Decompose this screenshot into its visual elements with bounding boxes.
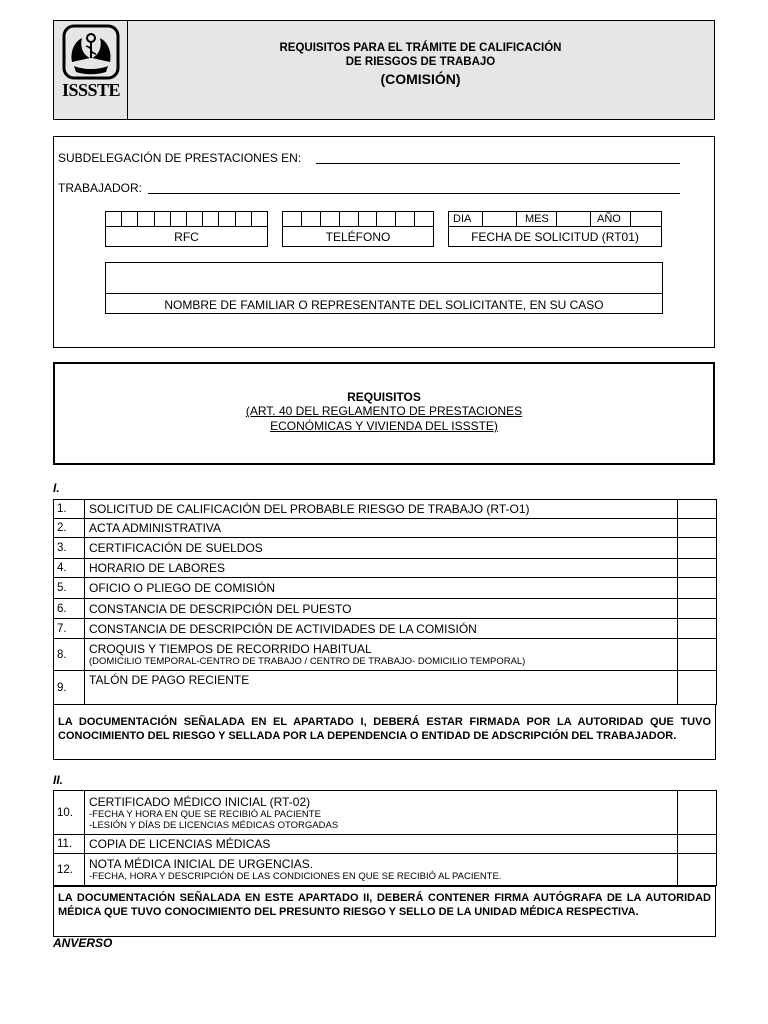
item-checkbox[interactable] xyxy=(678,619,717,639)
item-text: CONSTANCIA DE DESCRIPCIÓN DEL PUESTO xyxy=(85,599,678,619)
item-number: 5. xyxy=(54,578,85,599)
title-line-2: DE RIESGOS DE TRABAJO xyxy=(345,56,496,68)
item-number: 11. xyxy=(54,835,85,854)
item-checkbox[interactable] xyxy=(678,538,717,559)
table-row xyxy=(54,854,717,886)
form-subtitle: (COMISIÓN) xyxy=(380,71,461,87)
item-number: 7. xyxy=(54,619,85,639)
item-text: NOTA MÉDICA INICIAL DE URGENCIAS. xyxy=(89,857,314,871)
item-number: 8. xyxy=(54,639,85,671)
item-text: CERTIFICACIÓN DE SUELDOS xyxy=(85,538,678,559)
item-text: TALÓN DE PAGO RECIENTE xyxy=(85,671,678,705)
section-2-note: LA DOCUMENTACIÓN SEÑALADA EN ESTE APARTADO II, DEBERÁ CONTENER FIRMA AUTÓGRAFA DE LA AUTORIDAD MÉDICA QUE TUVO CONOCIMIENTO DEL PRESUNTO RIESGO Y SELLO DE LA UNIDAD MÉDICA RESPECTIVA. xyxy=(53,886,716,937)
table-row xyxy=(54,500,717,519)
item-text: HORARIO DE LABORES xyxy=(85,559,678,578)
item-checkbox[interactable] xyxy=(678,599,717,619)
item-text-cell xyxy=(85,854,678,886)
item-number: 10. xyxy=(54,791,85,835)
fecha-date-boxes[interactable] xyxy=(448,211,662,227)
requisitos-subtitle-2: ECONÓMICAS Y VIVIENDA DEL ISSSTE) xyxy=(270,419,498,433)
item-checkbox[interactable] xyxy=(678,854,717,886)
table-row xyxy=(54,519,717,538)
item-subtext: -FECHA Y HORA EN QUE SE RECIBIÓ AL PACIENTE xyxy=(89,808,321,820)
fecha-label: FECHA DE SOLICITUD (RT01) xyxy=(448,227,662,247)
rfc-digit-boxes[interactable] xyxy=(105,211,268,227)
item-text: ACTA ADMINISTRATIVA xyxy=(85,519,678,538)
item-subtext: -FECHA, HORA Y DESCRIPCIÓN DE LAS CONDICIONES EN QUE SE RECIBIÓ AL PACIENTE. xyxy=(89,871,502,882)
trabajador-field[interactable] xyxy=(148,193,680,194)
item-checkbox[interactable] xyxy=(678,671,717,705)
form-title xyxy=(128,41,713,69)
table-row xyxy=(54,578,717,599)
table-row xyxy=(54,671,717,705)
item-checkbox[interactable] xyxy=(678,791,717,835)
title-line-1: REQUISITOS PARA EL TRÁMITE DE CALIFICACIÓN xyxy=(279,42,562,54)
requisitos-title: REQUISITOS xyxy=(347,390,421,404)
requisitos-subtitle-1: (ART. 40 DEL REGLAMENTO DE PRESTACIONES xyxy=(245,404,523,418)
requisitos-box xyxy=(53,362,715,465)
item-number: 12. xyxy=(54,854,85,886)
item-subtext: (DOMICILIO TEMPORAL-CENTRO DE TRABAJO / CENTRO DE TRABAJO- DOMICILIO TEMPORAL) xyxy=(89,656,526,667)
dia-label: DIA xyxy=(449,212,483,226)
telefono-label: TELÉFONO xyxy=(282,227,434,247)
item-checkbox[interactable] xyxy=(678,578,717,599)
table-row xyxy=(54,599,717,619)
section-1-table xyxy=(53,499,717,705)
page-side-label: ANVERSO xyxy=(53,936,113,950)
item-checkbox[interactable] xyxy=(678,559,717,578)
section-2-table xyxy=(53,790,717,886)
item-checkbox[interactable] xyxy=(678,835,717,854)
item-number: 3. xyxy=(54,538,85,559)
item-checkbox[interactable] xyxy=(678,519,717,538)
section-2-label: II. xyxy=(53,773,64,787)
item-number: 9. xyxy=(54,671,85,705)
item-text-cell xyxy=(85,791,678,835)
section-1-note: LA DOCUMENTACIÓN SEÑALADA EN EL APARTADO I, DEBERÁ ESTAR FIRMADA POR LA AUTORIDAD QUE TUVO CONOCIMIENTO DEL RIESGO Y SELLADA POR LA DEPENDENCIA O ENTIDAD DE ADSCRIPCIÓN DEL TRABAJADOR. xyxy=(53,704,716,760)
subdelegacion-label: SUBDELEGACIÓN DE PRESTACIONES EN: xyxy=(58,151,302,165)
item-text: OFICIO O PLIEGO DE COMISIÓN xyxy=(85,578,678,599)
item-text: CONSTANCIA DE DESCRIPCIÓN DE ACTIVIDADES DE LA COMISIÓN xyxy=(85,619,678,639)
item-text: CERTIFICADO MÉDICO INICIAL (RT-02) xyxy=(89,794,311,809)
table-row xyxy=(54,835,717,854)
item-text-cell xyxy=(85,639,678,671)
subdelegacion-field[interactable] xyxy=(316,163,680,164)
table-row xyxy=(54,619,717,639)
header-box xyxy=(53,20,715,120)
logo-text: ISSSTE xyxy=(61,80,121,100)
table-row xyxy=(54,559,717,578)
mes-label: MES xyxy=(517,212,557,226)
representante-label: NOMBRE DE FAMILIAR O REPRESENTANTE DEL SOLICITANTE, EN SU CASO xyxy=(105,293,663,314)
item-number: 4. xyxy=(54,559,85,578)
table-row xyxy=(54,639,717,671)
item-text: COPIA DE LICENCIAS MÉDICAS xyxy=(85,835,678,854)
item-text: SOLICITUD DE CALIFICACIÓN DEL PROBABLE RIESGO DE TRABAJO (RT-O1) xyxy=(85,500,678,519)
ano-label: AÑO xyxy=(591,212,631,226)
item-number: 6. xyxy=(54,599,85,619)
trabajador-label: TRABAJADOR: xyxy=(58,181,143,195)
item-checkbox[interactable] xyxy=(678,639,717,671)
item-number: 2. xyxy=(54,519,85,538)
section-1-label: I. xyxy=(53,481,60,495)
table-row xyxy=(54,538,717,559)
item-checkbox[interactable] xyxy=(678,500,717,519)
issste-logo-icon xyxy=(60,24,122,80)
item-text: CROQUIS Y TIEMPOS DE RECORRIDO HABITUAL xyxy=(89,642,372,656)
telefono-digit-boxes[interactable] xyxy=(282,211,434,227)
table-row xyxy=(54,791,717,835)
item-subtext: -LESIÓN Y DÍAS DE LICENCIAS MÉDICAS OTORGADAS xyxy=(89,819,339,831)
rfc-label: RFC xyxy=(105,227,268,247)
item-number: 1. xyxy=(54,500,85,519)
